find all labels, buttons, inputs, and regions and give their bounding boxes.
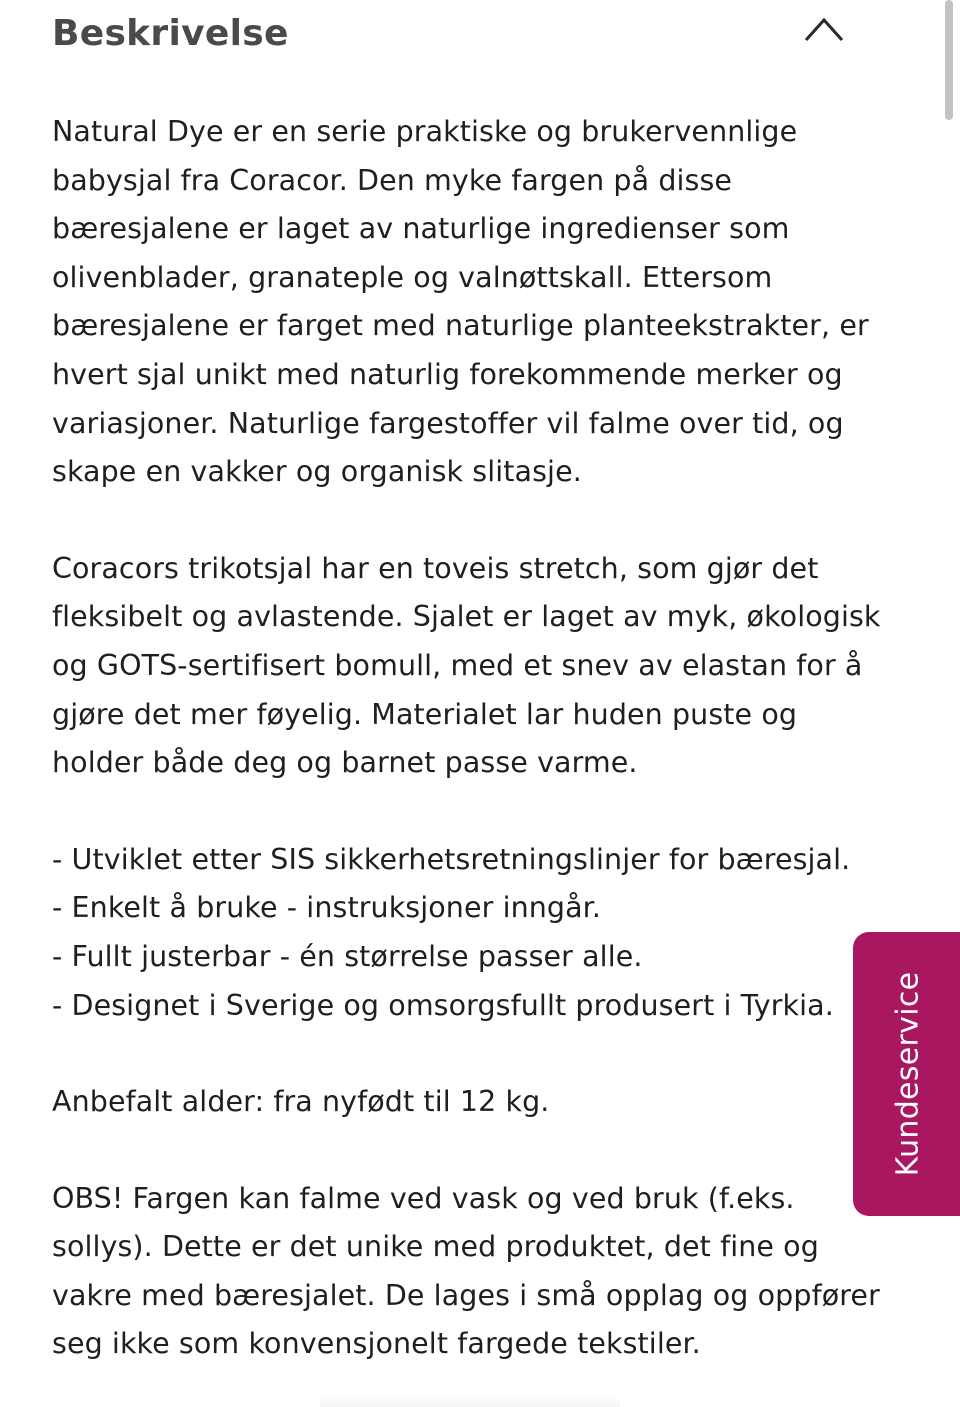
description-paragraph-2: Coracors trikotsjal har en toveis stretch, som gjør det fleksibelt og avlastende. Sjalet er laget av myk, økologisk og GOTS-sertifisert bomull, med et snev av elastan for å gjøre det mer føyelig. Materialet lar huden puste og holder både deg og barnet passe varme. [52, 551, 881, 780]
care-note: OBS! Fargen kan falme ved vask og ved bruk (f.eks. sollys). Dette er det unike med produktet, det fine og vakre med bæresjalet. De lages i små opplag og oppfører seg ikke som konvensjonelt fargede tekstiler. [52, 1181, 880, 1361]
age-recommendation: Anbefalt alder: fra nyfødt til 12 kg. [52, 1085, 550, 1119]
customer-service-button[interactable] [853, 932, 960, 1216]
list-item: - Utviklet etter SIS sikkerhetsretningslinjer for bæresjal. [52, 842, 851, 876]
chevron-up-icon[interactable] [804, 16, 844, 42]
product-description [52, 108, 902, 1407]
list-item: - Enkelt å bruke - instruksjoner inngår. [52, 891, 602, 925]
list-item: - Fullt justerbar - én størrelse passer alle. [52, 939, 643, 973]
section-title: Beskrivelse [52, 13, 289, 54]
scrollbar-thumb[interactable] [945, 0, 953, 120]
feature-list [52, 836, 902, 1030]
list-item: - Designet i Sverige og omsorgsfullt produsert i Tyrkia. [52, 988, 834, 1022]
description-section-header[interactable] [52, 6, 892, 62]
bottom-shadow [320, 1396, 620, 1407]
description-paragraph-1: Natural Dye er en serie praktiske og brukervennlige babysjal fra Coracor. Den myke fargen på disse bæresjalene er laget av naturlige ingredienser som olivenblader, granateple og valnøttskall. Ettersom bæresjalene er farget med naturlige planteekstrakter, er hvert sjal unikt med naturlig forekommende merker og variasjoner. Naturlige fargestoffer vil falme over tid, og skape en vakker og organisk slitasje. [52, 115, 869, 489]
customer-service-label: Kundeservice [890, 971, 926, 1177]
